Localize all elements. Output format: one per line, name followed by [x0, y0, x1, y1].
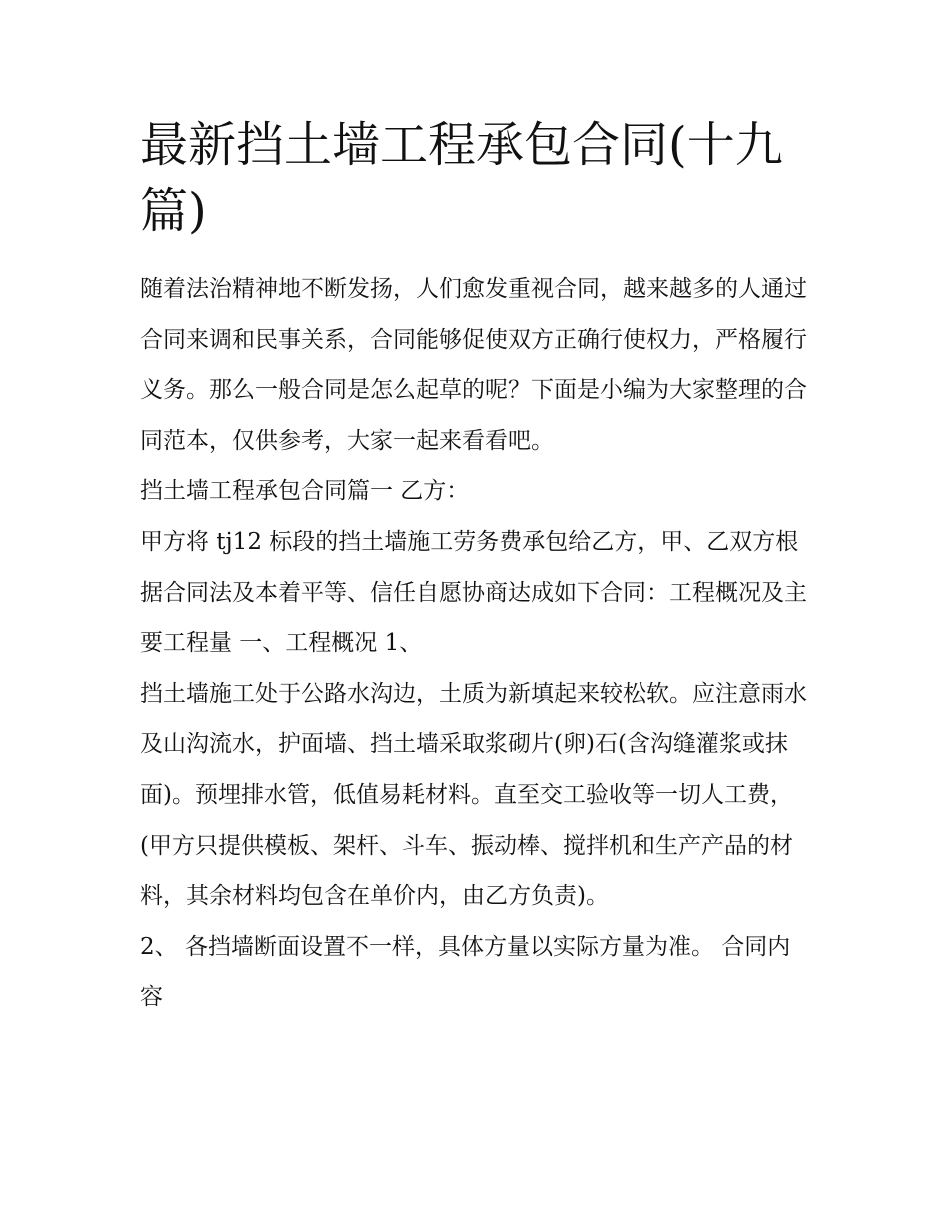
- document-page: [140, 112, 812, 1023]
- paragraph-item-2: 2、 各挡墙断面设置不一样，具体方量以实际方量为准。 合同内容: [140, 933, 791, 1011]
- paragraph-intro: 随着法治精神地不断发扬，人们愈发重视合同，越来越多的人通过合同来调和民事关系，合同能够促使双方正确行使权力，严格履行义务。那么一般合同是怎么起草的呢？下面是小编为大家整理的合同范本，仅供参考，大家一起来看看吧。: [140, 276, 807, 454]
- paragraph-section-heading: 挡土墙工程承包合同篇一 乙方：: [140, 478, 470, 505]
- paragraph-contract-preamble: 甲方将 tj12 标段的挡土墙施工劳务费承包给乙方，甲、乙双方根据合同法及本着平等、信任自愿协商达成如下合同：工程概况及主要工程量 一、工程概况 1、: [140, 528, 807, 657]
- paragraph-project-overview: 挡土墙施工处于公路水沟边，土质为新填起来较松软。应注意雨水及山沟流水，护面墙、挡土墙采取浆砌片(卵)石(含沟缝灌浆或抹面)。预埋排水管，低值易耗材料。直至交工验收等一切人工费，(甲方只提供模板、架杆、斗车、振动棒、搅拌机和生产产品的材料，其余材料均包含在单价内，由乙方负责)。: [140, 680, 807, 910]
- document-title: 最新挡土墙工程承包合同(十九篇): [140, 117, 783, 239]
